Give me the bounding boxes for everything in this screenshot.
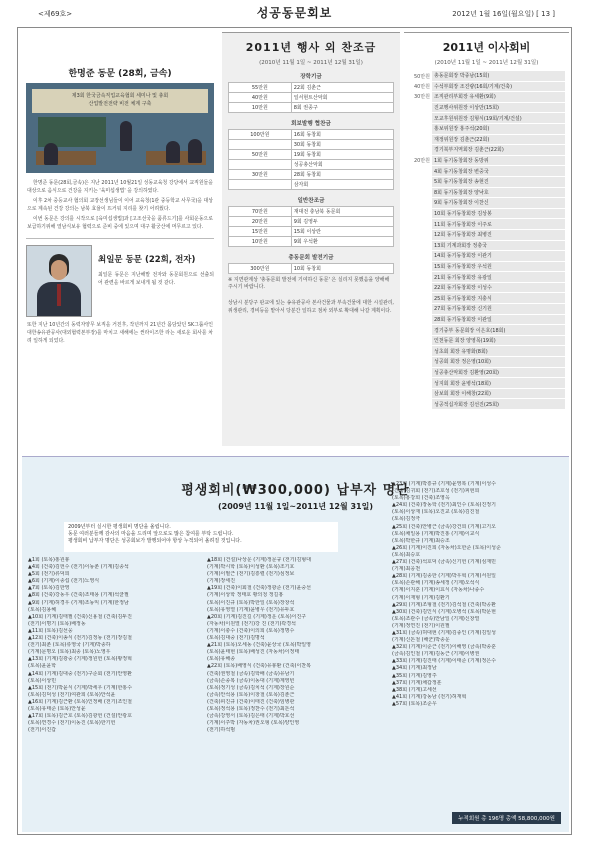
donor-name: 삼자회 xyxy=(291,180,393,190)
table-row xyxy=(229,150,394,160)
donations-sections xyxy=(228,72,394,274)
director-name: 12회 동기동창회장 최병진 xyxy=(432,229,565,240)
director-name: 경기북부지역회장 김춘근(22회) xyxy=(432,145,565,156)
table-row xyxy=(408,293,565,304)
director-name: 22회 동기동창회장 이성수 xyxy=(432,282,565,293)
director-name: 인천동문 회장 양영목(19회) xyxy=(432,335,565,346)
donor-name: 22회 김춘근 xyxy=(291,83,393,93)
donation-amount: 70만원 xyxy=(229,207,292,217)
list-item: ▲26회 (기계)이진희 (자동차)오한준 (토목)이성준 xyxy=(392,544,501,551)
newspaper-title: 성공동문회보 xyxy=(256,6,333,20)
list-item: ▲14회 (기계)김대중 (전기)구준회 (전기)안영환 xyxy=(28,670,132,677)
fee-amount xyxy=(408,261,432,272)
fee-amount xyxy=(408,325,432,336)
list-item: (토목)김덕성 (전기)여관희 (토목)안석윤 xyxy=(28,691,116,698)
fee-amount xyxy=(408,240,432,251)
list-item: (기계)이충수 (건축)이의희 (토목)정명수 xyxy=(207,627,295,634)
director-name: 성초회 회장 유명화(8회) xyxy=(432,346,565,357)
donation-section-title: 회보발행 협찬금 xyxy=(291,121,331,127)
list-item: ▲27회 (건축)석호덕 (금속)신기헌 (기계)심재민 xyxy=(392,559,496,566)
table-row xyxy=(408,261,565,272)
table-row xyxy=(229,207,394,217)
list-item: (토목)손관해 (기계)송세정 (기계)오석식 xyxy=(392,580,480,587)
profile-photo xyxy=(26,245,92,317)
list-item: (토목)윤윤학 xyxy=(28,663,57,670)
table-row xyxy=(229,140,394,150)
list-item: ▲35회 (기계)김영주 xyxy=(392,672,437,679)
donation-table xyxy=(228,206,394,247)
left-column xyxy=(22,32,218,454)
table-row xyxy=(408,145,565,156)
director-name: 진교행사위원장 이상만(15회) xyxy=(432,102,565,113)
table-row xyxy=(408,102,565,113)
article2-body: 또한 지난 10년간의 동력자양무 보직을 거친후, 작년까지 21년간 몸담았던 SK그룹사인 대한송유관공사(대외협력본부장)를 마치고 새해에는 썬라이즈한 라는 새로운 회사를 차려 일하게 되었다. xyxy=(27,321,213,344)
donation-amount: 100만원 xyxy=(229,130,292,140)
list-item: (기계)최응천 xyxy=(392,566,421,573)
fee-amount xyxy=(408,367,432,378)
table-row xyxy=(408,367,565,378)
page-frame xyxy=(17,27,572,835)
donation-table xyxy=(228,263,394,274)
list-item: (전기)하석범 xyxy=(207,727,236,734)
table-row xyxy=(229,103,394,113)
page-header xyxy=(0,0,589,24)
list-item: ▲38회 (기계)고세선 xyxy=(392,686,437,693)
fee-amount: 20만원 xyxy=(413,158,430,165)
table-row xyxy=(408,357,565,368)
director-name: 25회 동기동창회장 지충식 xyxy=(432,293,565,304)
fee-amount xyxy=(408,145,432,156)
list-item: (기계)이필근 (전기)김흥렬 (전기)심정보 xyxy=(207,571,295,578)
list-item: ▲20회 (기계)김진길 (기계)정운 (토목)이진구 xyxy=(207,613,307,620)
list-item: (금속)안석용 (토목)이창철 (토목)김춘근 xyxy=(207,691,295,698)
donation-table xyxy=(228,129,394,190)
director-name: 경기중부 동문회장 이은호(18회) xyxy=(432,325,565,336)
director-name: 1회 동기동창회장 동방위 xyxy=(432,155,565,166)
fee-amount: 30만원 xyxy=(413,94,430,101)
middle-column xyxy=(222,32,400,454)
list-item: (기계)장세진 xyxy=(207,578,236,585)
list-item: (토목)유태준 (토목)안성윤 xyxy=(28,705,86,712)
right-column xyxy=(404,32,569,454)
director-name: 성공회 회장 정은영(10회) xyxy=(432,357,565,368)
audience-figure xyxy=(44,143,58,165)
donation-amount: 20만원 xyxy=(229,217,292,227)
donation-amount: 40만원 xyxy=(229,93,292,103)
table-row xyxy=(408,71,565,81)
list-item: (전기)이진갑 xyxy=(28,727,57,734)
list-item: ▲28회 (기계)김종한 (기계)박우혁 (기계)서원일 xyxy=(392,573,496,580)
list-item: ▲16회 (기계)김근환 (토목)인정배 (전기)조인철 xyxy=(28,698,132,705)
list-item: (전기)이명기 (토목)배정동 xyxy=(28,620,86,627)
fee-amount: 50만원 xyxy=(413,73,430,80)
photo-tie xyxy=(57,284,61,306)
list-item: ▲18회 (건설)나상운 (기계)정문규 (전기)김형대 xyxy=(207,557,311,563)
list-item: ▲4회 (건축)김헌수 (전기)이동춘 (기계)김종석 xyxy=(28,564,129,571)
list-item: (토목)윤태현 (토목)배성진 (자동차)이정태 xyxy=(207,649,300,656)
donations-title: 2011년 행사 외 찬조금 xyxy=(245,41,377,54)
speaker-figure xyxy=(120,121,132,151)
photo-face xyxy=(51,260,67,280)
table-row xyxy=(229,237,394,247)
donation-amount: 50만원 xyxy=(229,150,292,160)
article1-title: 한명준 동문 (28회, 금속) xyxy=(68,69,172,79)
fee-amount xyxy=(408,187,432,198)
table-row xyxy=(408,229,565,240)
fee-amount xyxy=(408,208,432,219)
director-name: 28회 동기동창회장 이관일 xyxy=(432,314,565,325)
lifetime-intro xyxy=(64,522,338,552)
list-item: (기계)이상학 정태호 황의청 정길홍 xyxy=(207,592,284,599)
table-row xyxy=(408,314,565,325)
donation-amount xyxy=(229,180,292,190)
lifetime-list-2 xyxy=(207,557,379,734)
donor-name: 성공총산악회 xyxy=(291,160,393,170)
fee-amount xyxy=(408,282,432,293)
table-row xyxy=(229,160,394,170)
donor-name: 15회 이상란 xyxy=(291,227,393,237)
list-item: (토목)연경수 (전기)이동진 (토목)한기헌 xyxy=(28,720,116,727)
list-item: (토목)홍강희 (건축)조영옥 xyxy=(392,495,450,502)
table-row xyxy=(408,346,565,357)
list-item: (토목)유해종 xyxy=(207,656,236,663)
list-item: (토목)정기성 (금속)김치석 (기계)장원순 xyxy=(207,684,295,691)
director-name: 총동문회장 박종남(15회) xyxy=(432,71,565,81)
fee-amount xyxy=(408,388,432,399)
table-row xyxy=(229,180,394,190)
table-row xyxy=(229,264,394,274)
table-row xyxy=(408,219,565,230)
list-item: ▲32회 (기계)이준근 (전기)이해영 (금속)박종훈 xyxy=(392,644,496,651)
list-item: (금속)손종복 (금속)이동대 (기계)계영빈 xyxy=(207,677,295,684)
fee-amount: 40만원 xyxy=(413,83,430,90)
intro-line: 평생회비 납부자 명단은 성공회보가 발행되어야 항상 누적되어 올려질 것입니다. xyxy=(68,538,242,545)
list-item: ▲34회 (기계)최정남 xyxy=(392,665,437,672)
fee-amount xyxy=(408,198,432,209)
director-name: 13회 기계과회장 정충국 xyxy=(432,240,565,251)
directors-box xyxy=(404,32,569,446)
donation-amount: 300만원 xyxy=(229,264,292,274)
list-item: (전기)최춘 (토목)류영국 (기계)박종하 xyxy=(28,642,111,649)
table-row xyxy=(229,83,394,93)
donor-name: 8회 권종구 xyxy=(291,103,393,113)
article2-title: 최일문 동문 (22회, 전자) xyxy=(98,254,196,265)
donation-amount: 10만원 xyxy=(229,237,292,247)
table-row xyxy=(408,176,565,187)
list-item: (토목)이상재 (토목)오진교 (토목)김진철 xyxy=(392,509,480,516)
list-item: (자동차)이원열 (전기)강 진 (전기)곽경석 xyxy=(207,620,296,627)
list-item: (건축)권영철 (금속)김학배 (금속)유남기 xyxy=(207,670,295,677)
list-item: ▲6회 (기계)이종섭 (전기)노영식 xyxy=(28,578,100,585)
list-item: ▲25회 (건축)안병근 (금속)강건희 (기계)고기오 xyxy=(392,523,496,530)
director-name: 5회 동기동창회장 송현진 xyxy=(432,176,565,187)
donation-amount: 55만원 xyxy=(229,83,292,93)
list-item: ▲24회 (건축)장동학 (전기)최인수 (토목)진정기 xyxy=(392,502,496,509)
divider xyxy=(26,238,214,239)
director-name: 수석부회장 조진량(16회/기계/건축) xyxy=(432,81,565,92)
table-row xyxy=(229,217,394,227)
list-item: ▲57회 (토목)조준우 xyxy=(392,700,437,707)
donation-section-title: 일반찬조금 xyxy=(297,198,325,204)
list-item: (토목)조관수 (금속)안남일 (기계)신창열 xyxy=(392,615,480,622)
list-item: (건축)김귀회 (전기)조호성 (전기)피현희 xyxy=(392,488,480,495)
donor-name: 19회 동창회 xyxy=(291,150,393,160)
list-item: (기계)이지훈 (기계)이효식 (자동차)나종수 xyxy=(392,587,485,594)
list-item: (토목)이상민 xyxy=(28,677,57,684)
director-name: 모교후원위원장 김형식(19회/기계/건설) xyxy=(432,113,565,124)
banner-line-2: 산업발전전략 비전 체계 구축 xyxy=(88,101,152,107)
list-item: ▲29회 (기계)조형철 (전기)김석철 (건축)박공환 xyxy=(392,601,496,608)
donations-period: (2010년 11월 1일 ~ 2011년 12월 31일) xyxy=(259,60,363,66)
fee-amount xyxy=(408,399,432,410)
list-item: (기계)박시학 (토목)이성환 (토목)조기호 xyxy=(207,564,295,571)
list-item: ▲37회 (기계)채갑정훈 xyxy=(392,679,442,686)
donor-name: 28회 동창회 xyxy=(291,170,393,180)
fee-amount xyxy=(408,304,432,315)
issue-date: 2012년 1월 16일(월요일) [ 13 ] xyxy=(452,10,555,18)
list-item: ▲15회 (전기)박윤식 (기계)박세우 (기계)한홍수 xyxy=(28,684,132,691)
list-item: (토목)김정극 xyxy=(392,516,421,523)
directors-title: 2011년 이사회비 xyxy=(442,41,531,54)
table-row xyxy=(408,378,565,389)
table-row xyxy=(408,166,565,177)
director-name: 8회 동기동창회장 양낙호 xyxy=(432,187,565,198)
donor-name: 30회 동창회 xyxy=(291,140,393,150)
table-row xyxy=(229,93,394,103)
table-row xyxy=(408,325,565,336)
director-name: 15회 동기동창회장 우석원 xyxy=(432,261,565,272)
article1-paragraph: 이후 2차 중등교사 협의회 교장선생님들이 이어 교육청(1관 중등학교 사무국)을 대상으로 계속된 건강 강의는 남북 효율이 뜨거워 지리를 찾기 어려웠다. xyxy=(27,198,213,213)
list-item: ▲23회 (기계)박흥규 (기계)윤영복 (기계)이성수 xyxy=(392,481,496,487)
donor-name: 16회 동창회 xyxy=(291,130,393,140)
fee-amount xyxy=(408,378,432,389)
fee-amount xyxy=(408,134,432,145)
table-row xyxy=(229,227,394,237)
director-name: 성공적십자회장 김선진(25회) xyxy=(432,399,565,410)
table-row xyxy=(408,187,565,198)
fee-amount xyxy=(408,251,432,262)
directors-table xyxy=(408,71,565,410)
donor-name: 9회 김영두 xyxy=(291,217,393,227)
list-item: (토목)박한규 (기계)최승조 xyxy=(392,537,450,544)
intro-line: 2009년부터 실시한 평생회비 명단을 올립니다. xyxy=(68,524,171,530)
table-row xyxy=(408,208,565,219)
director-name: 27회 동기동창회장 신기원 xyxy=(432,304,565,315)
issue-number: <제69호> xyxy=(38,10,73,18)
director-name: 11회 동기동창회장 이주로 xyxy=(432,219,565,230)
list-item: (토목)유영열 (기계)윤병우 (전기)유두호 xyxy=(207,606,295,613)
list-item: ▲7회 (토목)김한영 xyxy=(28,585,70,592)
director-name: 삼보회 회장 이해창(22회) xyxy=(432,388,565,399)
list-item: (건축)피진규 (건축)이태진 (건축)임병관 xyxy=(207,698,295,705)
list-item: (토목)채일용 (기계)박진홍 (기계)이교식 xyxy=(392,530,480,537)
lifetime-list-3 xyxy=(392,481,564,708)
table-row xyxy=(408,282,565,293)
fee-amount xyxy=(408,335,432,346)
table-row xyxy=(408,399,565,410)
list-item: (기계)문명오 (토목)최종 (토목)노영우 xyxy=(28,649,111,656)
list-item: ▲17회 (토목)김근호 (토목)김광헌 (건설)안광호 xyxy=(28,713,132,720)
donor-name: 재대전 충남북 동문회 xyxy=(291,207,393,217)
banner-line-1: 제3회 한국금속직업교육협회 세미나 및 총회 xyxy=(71,93,169,99)
lecture-photo xyxy=(26,83,214,173)
director-name: 10회 동기동창회장 김상봉 xyxy=(432,208,565,219)
article2-intro xyxy=(98,245,214,317)
article2-continued: 상남시 분당구 판교에 있는 송유관공사 본사건물과 부속건물에 대한 시설관리, 위생관리, 경비등을 맡아서 당분간 일하고 점차 외부로 확대해 나갈 계획이다. xyxy=(228,300,394,315)
donor-name: 9회 우석환 xyxy=(291,237,393,247)
table-row xyxy=(408,198,565,209)
list-item: (기계)이주박 (자동차)권오형 (토목)양인영 xyxy=(207,720,300,727)
audience-figure xyxy=(166,141,180,163)
article2-lead: 최일문 동문은 지난해말 전자와 동문회원으로 선출되어 관련을 바르게 보내게 됩 것 같다. xyxy=(98,271,214,286)
fee-amount xyxy=(408,176,432,187)
table-row xyxy=(408,134,565,145)
list-item: (토목)정석용 (토목)정찬수 (전기)최돈석 xyxy=(207,705,295,712)
donation-amount: 10만원 xyxy=(229,103,292,113)
list-item: ▲10회 (기계)김태필 (건축)신용철 (건축)김두진 xyxy=(28,613,132,620)
fee-amount xyxy=(408,357,432,368)
directors-period: (2010년 11월 1일 ~ 2011년 12월 31일) xyxy=(434,60,539,66)
lifetime-section xyxy=(22,456,569,832)
list-item: ▲12회 (건축)이송식 (전기)김정동 (전기)장김철 xyxy=(28,635,132,642)
list-item: (기계)이재형 (기계)김환기 xyxy=(392,594,450,601)
donation-amount: 15만원 xyxy=(229,227,292,237)
list-item: ▲31회 (금속)허대현 (기계)김종인 (기계)김일성 xyxy=(392,629,496,636)
lifetime-period: (2009년 11월 1일~2011년 12월 31일) xyxy=(217,502,374,511)
list-item: (토목)김대중 (전기)김명석 xyxy=(207,635,265,642)
director-name: 4회 동기동창회장 변중국 xyxy=(432,166,565,177)
table-row xyxy=(229,170,394,180)
fee-amount xyxy=(408,102,432,113)
donor-name: 10회 동창회 xyxy=(291,264,393,274)
table-row xyxy=(408,240,565,251)
fee-amount xyxy=(408,219,432,230)
list-item: ▲41회 (기계)강동남 (전기)허재혁 xyxy=(392,693,467,700)
donation-amount xyxy=(229,160,292,170)
fee-amount xyxy=(408,272,432,283)
donation-table xyxy=(228,82,394,113)
table-row xyxy=(408,92,565,103)
lifetime-list-1 xyxy=(28,557,200,734)
list-item: ▲33회 (기계)김진태 (기계)이태준 (기계)정은수 xyxy=(392,658,496,665)
table-row xyxy=(408,304,565,315)
list-item: (금속)강영서 (토목)김은태 (기계)박호선 xyxy=(207,713,295,720)
fee-amount xyxy=(408,166,432,177)
table-row xyxy=(408,123,565,134)
lifetime-total: 누적회원 총 196명 총액 58,800,000원 xyxy=(452,812,561,824)
list-item: ▲13회 (기계)김광중 (기계)정원헌 (토목)황정혁 xyxy=(28,656,132,663)
fee-amount xyxy=(408,314,432,325)
table-row xyxy=(229,130,394,140)
list-item: ▲19회 (건축)이회철 (건축)정광준 (전기)윤중선 xyxy=(207,585,311,592)
donations-box xyxy=(222,32,400,446)
donation-amount: 30만원 xyxy=(229,170,292,180)
fee-amount xyxy=(408,113,432,124)
list-item: ▲21회 (토목)오세동 (건축)윤상국 (토목)박일영 xyxy=(207,642,311,649)
table-row xyxy=(408,251,565,262)
list-item: (토목)최승호 xyxy=(392,551,421,558)
director-name: 조직관리부회장 유세환(9회) xyxy=(432,92,565,103)
director-name: 21회 동기동창회장 유광일 xyxy=(432,272,565,283)
table-row xyxy=(408,81,565,92)
table-row xyxy=(408,388,565,399)
article2-header xyxy=(22,245,218,317)
table-row xyxy=(408,155,565,166)
director-name: 성지회 회장 윤병석(18회) xyxy=(432,378,565,389)
list-item: (토목)김용혜 xyxy=(28,606,57,613)
intro-line: 동문 여러분들께 감사의 마음을 드리며 앞으로도 많은 참여를 부탁 드립니다. xyxy=(68,531,234,538)
list-item: (금속)김인철 (기계)김동근 (기계)이병권 xyxy=(392,651,480,658)
list-item: (토목)이진규 (토목)박한일 (토목)장창석 xyxy=(207,599,295,606)
list-item: (기계)정연진 (전기)이원필 xyxy=(392,622,450,629)
lifetime-title: 평생회비(₩300,000) 납부자 명단 xyxy=(181,483,410,498)
donation-amount xyxy=(229,140,292,150)
article1-paragraph: 한명준 동문(28회,금속)은 지난 2011년 10월21일 성동교육청 강당에서 교직원들을 대상으로 음식으로 건강을 지키는 '육미섭생법' 을 강의하였다. xyxy=(27,180,213,195)
fee-amount xyxy=(408,229,432,240)
director-name: 9회 동기동창회장 이찬신 xyxy=(432,198,565,209)
audience-figure xyxy=(188,139,202,163)
director-name: 14회 동기동창회장 이관기 xyxy=(432,251,565,262)
list-item: (기계)신돈철 (해군)박종운 xyxy=(392,637,450,644)
list-item: ▲8회 (건축)강동우 (건축)조태용 (기계)석균필 xyxy=(28,592,129,599)
list-item: ▲22회 (토목)배영식 (건축)유봉환 (건축)이찬복 xyxy=(207,663,311,670)
director-name: 홍보위원장 홍주석(20회) xyxy=(432,123,565,134)
table-row xyxy=(408,113,565,124)
seminar-banner xyxy=(32,89,208,113)
donation-section-title: 장학기금 xyxy=(300,74,322,80)
fee-amount xyxy=(408,346,432,357)
article1-paragraph: 이번 동문은 강의를 시작으로 [육미섭생법]과 [고조선국을 품류드기]를 사회운동으로 보급하기위해 열남식보유 협력으로 준비 중에 있으며 대구 활궁산에 머무르고 있다. xyxy=(27,216,213,231)
list-item: ▲1회 (토목)홍원봉 xyxy=(28,557,70,563)
director-name: 성공총산악회장 김환영(20회) xyxy=(432,367,565,378)
donor-name: 일서현트산악회 xyxy=(291,93,393,103)
list-item: ▲5회 (전기)류덕희 xyxy=(28,571,70,578)
fee-amount xyxy=(408,123,432,134)
list-item: ▲11회 (토목)김선웅 xyxy=(28,627,73,634)
table-row xyxy=(408,335,565,346)
fee-amount xyxy=(408,293,432,304)
list-item: ▲30회 (건축)김인식 (기계)오병석 (토목)박문현 xyxy=(392,608,496,615)
list-item: ▲9회 (기계)허경우 (기계)조동익 (기계)한정남 xyxy=(28,599,129,606)
article1-body xyxy=(22,179,218,232)
donation-section-title: 총동문회 발전기금 xyxy=(288,255,334,261)
director-name: 재정위원장 김춘근(22회) xyxy=(432,134,565,145)
donations-note: ※ 지면관계상 '총동문회 발전에 기여하신 동문' 은 실리지 못했음을 양해해 주시기 바랍니다. xyxy=(228,277,390,290)
table-row xyxy=(408,272,565,283)
